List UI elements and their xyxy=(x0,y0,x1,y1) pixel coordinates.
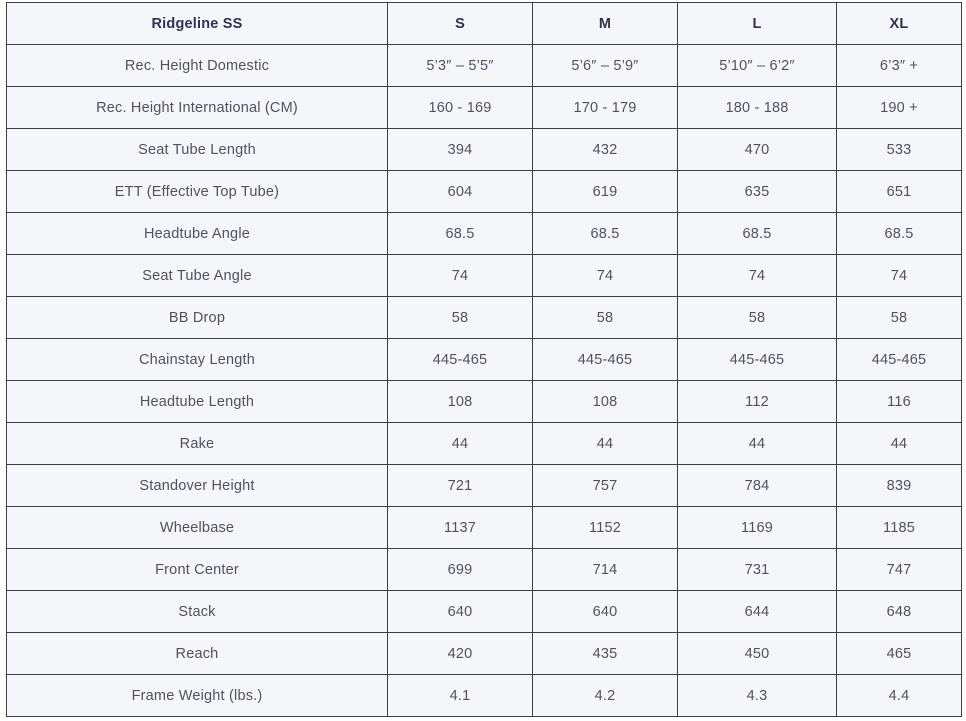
table-cell: 5’10″ – 6’2″ xyxy=(678,45,837,87)
table-cell: 1169 xyxy=(678,507,837,549)
row-label: ETT (Effective Top Tube) xyxy=(7,171,388,213)
table-cell: 5’3″ – 5’5″ xyxy=(388,45,533,87)
row-label: Seat Tube Length xyxy=(7,129,388,171)
table-row xyxy=(7,45,962,87)
table-cell: 44 xyxy=(678,423,837,465)
row-label: Headtube Angle xyxy=(7,213,388,255)
row-label: BB Drop xyxy=(7,297,388,339)
table-cell: 721 xyxy=(388,465,533,507)
row-label: Frame Weight (lbs.) xyxy=(7,675,388,717)
table-cell: 435 xyxy=(533,633,678,675)
table-cell: 640 xyxy=(533,591,678,633)
table-cell: 394 xyxy=(388,129,533,171)
row-label: Wheelbase xyxy=(7,507,388,549)
table-cell: 1185 xyxy=(837,507,962,549)
table-cell: 116 xyxy=(837,381,962,423)
table-cell: 44 xyxy=(837,423,962,465)
table-cell: 757 xyxy=(533,465,678,507)
table-cell: 68.5 xyxy=(678,213,837,255)
table-cell: 74 xyxy=(837,255,962,297)
row-label: Reach xyxy=(7,633,388,675)
table-cell: 58 xyxy=(533,297,678,339)
table-cell: 445-465 xyxy=(837,339,962,381)
table-cell: 68.5 xyxy=(388,213,533,255)
table-cell: 68.5 xyxy=(533,213,678,255)
table-cell: 644 xyxy=(678,591,837,633)
row-label: Rake xyxy=(7,423,388,465)
table-cell: 44 xyxy=(388,423,533,465)
table-cell: 4.4 xyxy=(837,675,962,717)
table-cell: 445-465 xyxy=(678,339,837,381)
table-cell: 44 xyxy=(533,423,678,465)
table-cell: 160 - 169 xyxy=(388,87,533,129)
header-row xyxy=(7,3,962,45)
table-row xyxy=(7,423,962,465)
table-row xyxy=(7,381,962,423)
table-cell: 170 - 179 xyxy=(533,87,678,129)
model-name-header: Ridgeline SS xyxy=(7,3,388,45)
table-cell: 1137 xyxy=(388,507,533,549)
table-cell: 747 xyxy=(837,549,962,591)
table-cell: 74 xyxy=(678,255,837,297)
table-cell: 420 xyxy=(388,633,533,675)
table-cell: 604 xyxy=(388,171,533,213)
table-cell: 784 xyxy=(678,465,837,507)
table-cell: 432 xyxy=(533,129,678,171)
table-cell: 445-465 xyxy=(533,339,678,381)
table-row xyxy=(7,633,962,675)
row-label: Chainstay Length xyxy=(7,339,388,381)
table-row xyxy=(7,297,962,339)
table-row xyxy=(7,255,962,297)
table-cell: 731 xyxy=(678,549,837,591)
row-label: Front Center xyxy=(7,549,388,591)
row-label: Headtube Length xyxy=(7,381,388,423)
row-label: Rec. Height International (CM) xyxy=(7,87,388,129)
table-cell: 4.3 xyxy=(678,675,837,717)
table-row xyxy=(7,129,962,171)
table-cell: 699 xyxy=(388,549,533,591)
table-row xyxy=(7,87,962,129)
table-cell: 714 xyxy=(533,549,678,591)
table-cell: 74 xyxy=(388,255,533,297)
table-cell: 1152 xyxy=(533,507,678,549)
table-row xyxy=(7,507,962,549)
row-label: Standover Height xyxy=(7,465,388,507)
row-label: Seat Tube Angle xyxy=(7,255,388,297)
table-cell: 68.5 xyxy=(837,213,962,255)
table-cell: 190 + xyxy=(837,87,962,129)
table-cell: 465 xyxy=(837,633,962,675)
size-header-xl: XL xyxy=(837,3,962,45)
table-cell: 640 xyxy=(388,591,533,633)
table-row xyxy=(7,465,962,507)
row-label: Rec. Height Domestic xyxy=(7,45,388,87)
table-row xyxy=(7,213,962,255)
table-cell: 4.2 xyxy=(533,675,678,717)
table-cell: 651 xyxy=(837,171,962,213)
size-header-m: M xyxy=(533,3,678,45)
table-cell: 180 - 188 xyxy=(678,87,837,129)
geometry-table xyxy=(6,2,962,717)
table-cell: 112 xyxy=(678,381,837,423)
table-cell: 58 xyxy=(678,297,837,339)
table-cell: 5’6″ – 5’9″ xyxy=(533,45,678,87)
table-cell: 108 xyxy=(533,381,678,423)
table-cell: 619 xyxy=(533,171,678,213)
table-row xyxy=(7,171,962,213)
table-cell: 74 xyxy=(533,255,678,297)
table-row xyxy=(7,591,962,633)
size-header-l: L xyxy=(678,3,837,45)
table-cell: 58 xyxy=(388,297,533,339)
table-cell: 58 xyxy=(837,297,962,339)
table-cell: 4.1 xyxy=(388,675,533,717)
table-row xyxy=(7,549,962,591)
table-cell: 648 xyxy=(837,591,962,633)
table-row xyxy=(7,675,962,717)
size-header-s: S xyxy=(388,3,533,45)
table-cell: 445-465 xyxy=(388,339,533,381)
table-cell: 6’3″ + xyxy=(837,45,962,87)
table-cell: 635 xyxy=(678,171,837,213)
table-cell: 470 xyxy=(678,129,837,171)
table-cell: 450 xyxy=(678,633,837,675)
table-row xyxy=(7,339,962,381)
row-label: Stack xyxy=(7,591,388,633)
table-cell: 839 xyxy=(837,465,962,507)
table-cell: 108 xyxy=(388,381,533,423)
table-body xyxy=(7,45,962,717)
table-cell: 533 xyxy=(837,129,962,171)
